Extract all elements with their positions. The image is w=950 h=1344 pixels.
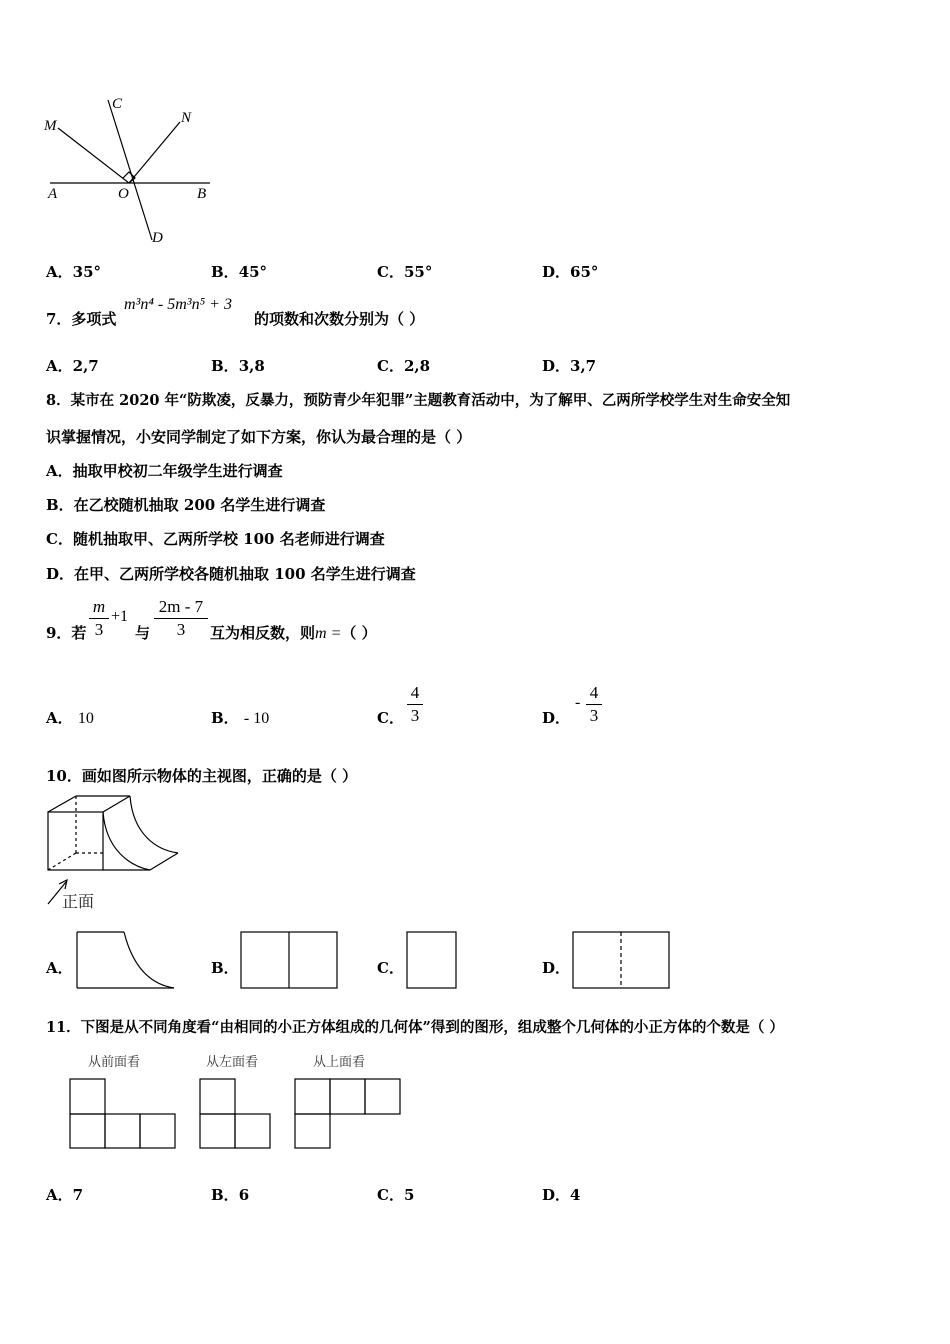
label-M: M bbox=[44, 118, 57, 134]
q7-option-c[interactable]: C．2,8 bbox=[377, 357, 431, 375]
q7-option-b[interactable]: B．3,8 bbox=[211, 357, 265, 375]
q10-option-b-figure bbox=[240, 930, 339, 990]
q6-option-d[interactable]: D．65° bbox=[542, 263, 599, 281]
q10-option-c-figure bbox=[406, 930, 458, 990]
left-view-label: 从左面看 bbox=[206, 1055, 259, 1070]
q8-option-d[interactable]: D．在甲、乙两所学校各随机抽取 100 名学生进行调查 bbox=[46, 565, 416, 583]
q9-suffix: 互为相反数，则m =（ ） bbox=[210, 624, 377, 642]
q11-option-c[interactable]: C．5 bbox=[377, 1186, 415, 1204]
q10-stem: 10．画如图所示物体的主视图，正确的是（ ） bbox=[46, 767, 358, 785]
q10-option-b[interactable]: B． bbox=[211, 959, 239, 977]
q10-option-a-figure bbox=[76, 930, 176, 990]
q8-option-a[interactable]: A．抽取甲校初二年级学生进行调查 bbox=[46, 462, 283, 480]
front-label: 正面 bbox=[62, 892, 95, 911]
front-view-figure bbox=[69, 1078, 177, 1150]
q11-option-d[interactable]: D．4 bbox=[542, 1186, 581, 1204]
q9-option-c-fraction: 4 3 bbox=[407, 683, 423, 726]
left-view-figure bbox=[199, 1078, 272, 1150]
q8-stem-line1: 8．某市在 2020 年“防欺凌，反暴力，预防青少年犯罪”主题教育活动中，为了解甲、乙两所学校学生对生命安全知 bbox=[46, 392, 791, 409]
q9-fraction-2: 2m - 7 3 bbox=[154, 597, 208, 640]
top-view-label: 从上面看 bbox=[313, 1055, 366, 1070]
q11-stem: 11．下图是从不同角度看“由相同的小正方体组成的几何体”得到的图形，组成整个几何体的小正方体的个数是（ ） bbox=[46, 1019, 784, 1036]
q9-option-b[interactable]: B． - 10 bbox=[211, 709, 270, 727]
q10-option-d-figure bbox=[572, 930, 671, 990]
top-view-figure bbox=[294, 1078, 402, 1150]
q7-polynomial: m³n⁴ - 5m³n⁵ + 3 bbox=[124, 296, 232, 313]
q6-option-c[interactable]: C．55° bbox=[377, 263, 433, 281]
q9-option-a[interactable]: A． 10 bbox=[46, 709, 94, 727]
q9-with: 与 bbox=[135, 624, 151, 642]
q9-fraction-1: m 3 bbox=[89, 597, 109, 640]
label-A: A bbox=[48, 186, 58, 202]
q10-option-a[interactable]: A． bbox=[46, 959, 73, 977]
q9-prefix: 9．若 bbox=[46, 624, 87, 642]
q6-option-a[interactable]: A．35° bbox=[46, 263, 102, 281]
q7-prefix: 7．多项式 bbox=[46, 310, 117, 328]
q9-option-d-sign: - bbox=[575, 694, 581, 711]
q9-option-d-fraction: 4 3 bbox=[586, 683, 602, 726]
q11-option-b[interactable]: B．6 bbox=[211, 1186, 250, 1204]
q7-option-a[interactable]: A．2,7 bbox=[46, 357, 99, 375]
q7-suffix: 的项数和次数分别为（ ） bbox=[254, 310, 425, 328]
label-C: C bbox=[112, 96, 123, 112]
label-D: D bbox=[152, 230, 163, 246]
q9-option-c[interactable]: C． bbox=[377, 709, 404, 727]
label-B: B bbox=[197, 186, 207, 202]
angle-figure bbox=[40, 92, 230, 252]
label-N: N bbox=[181, 110, 192, 126]
q8-stem-line2: 识掌握情况，小安同学制定了如下方案，你认为最合理的是（ ） bbox=[46, 428, 472, 446]
q7-option-d[interactable]: D．3,7 bbox=[542, 357, 597, 375]
q10-option-c[interactable]: C． bbox=[377, 959, 404, 977]
q10-option-d[interactable]: D． bbox=[542, 959, 571, 977]
q6-option-b[interactable]: B．45° bbox=[211, 263, 268, 281]
q9-option-d[interactable]: D． bbox=[542, 709, 571, 727]
label-O: O bbox=[118, 186, 129, 202]
q7-stem bbox=[46, 308, 116, 329]
q11-option-a[interactable]: A．7 bbox=[46, 1186, 84, 1204]
q9-plus-one: +1 bbox=[111, 608, 129, 625]
front-view-label: 从前面看 bbox=[88, 1055, 141, 1070]
q8-option-c[interactable]: C．随机抽取甲、乙两所学校 100 名老师进行调查 bbox=[46, 530, 385, 548]
q8-option-b[interactable]: B．在乙校随机抽取 200 名学生进行调查 bbox=[46, 496, 326, 514]
